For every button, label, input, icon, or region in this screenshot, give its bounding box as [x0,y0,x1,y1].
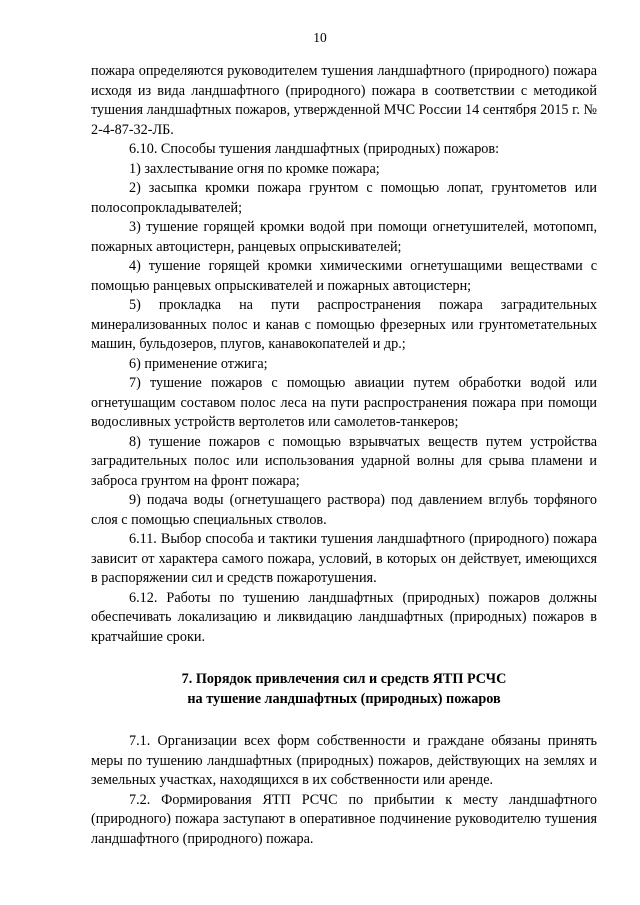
document-body [91,62,597,849]
list-item: 8) тушение пожаров с помощью взрывчатых веществ путем устройства заградительных полос или использования ударной волны для срыва пламени и заброса грунтом на фронт пожара; [91,433,597,489]
list-item: 2) засыпка кромки пожара грунтом с помощью лопат, грунтометов или полосопрокладывателей; [91,180,597,216]
list-item: 4) тушение горящей кромки химическими огнетушащими веществами с помощью ранцевых опрыскивателей и пожарных автоцистерн; [91,258,597,294]
paragraph: 7.1. Организации всех форм собственности и граждане обязаны принять меры по тушению ландшафтных (природных) пожаров, действующих на землях и земельных участках, находящихся в их собственности или аренде. [91,733,597,788]
paragraph: пожара определяются руководителем тушения ландшафтного (природного) пожара исходя из вида ландшафтного (природного) пожара в соответствии с методикой тушения ландшафтных пожаров, утвержденной МЧС России 14 сентября 2015 г. № 2-4-87-32-ЛБ. [91,63,597,138]
list-item: 5) прокладка на пути распространения пожара заградительных минерализованных полос и канав с помощью фрезерных или грунтометательных машин, бульдозеров, плугов, канавокопателей и др.; [91,297,597,352]
paragraph: 7.2. Формирования ЯТП РСЧС по прибытии к месту ландшафтного (природного) пожара заступают в оперативное подчинение руководителю тушения ландшафтного (природного) пожара. [91,791,597,847]
section-heading [91,670,597,709]
page-number: 10 [313,30,327,45]
section-heading-line: 7. Порядок привлечения сил и средств ЯТП РСЧС [181,671,507,687]
list-item: 7) тушение пожаров с помощью авиации путем обработки водой или огнетушащим составом полос леса на пути распространения пожара при помощи водосливных устройств вертолетов или самолетов-танкеров; [91,375,597,430]
paragraph: 6.11. Выбор способа и тактики тушения ландшафтного (природного) пожара зависит от характера самого пожара, условий, в которых он действует, имеющихся в распоряжении сил и средств пожаротушения. [91,531,597,586]
paragraphs-after [91,732,597,849]
list-item: 1) захлестывание огня по кромке пожара; [129,160,380,177]
list-item: 3) тушение горящей кромки водой при помощи огнетушителей, мотопомп, пожарных автоцистерн, ранцевых опрыскивателей; [91,219,597,255]
paragraph: 6.12. Работы по тушению ландшафтных (природных) пожаров должны обеспечивать локализацию и ликвидацию ландшафтных (природных) пожаров в кратчайшие сроки. [91,589,597,645]
paragraph: 6.10. Способы тушения ландшафтных (природных) пожаров: [129,141,500,157]
paragraphs-before [91,62,597,647]
list-item: 6) применение отжига; [129,355,268,372]
section-heading-line: на тушение ландшафтных (природных) пожаров [187,690,501,707]
list-item: 9) подача воды (огнетушащего раствора) под давлением вглубь торфяного слоя с помощью специальных стволов. [91,492,597,528]
